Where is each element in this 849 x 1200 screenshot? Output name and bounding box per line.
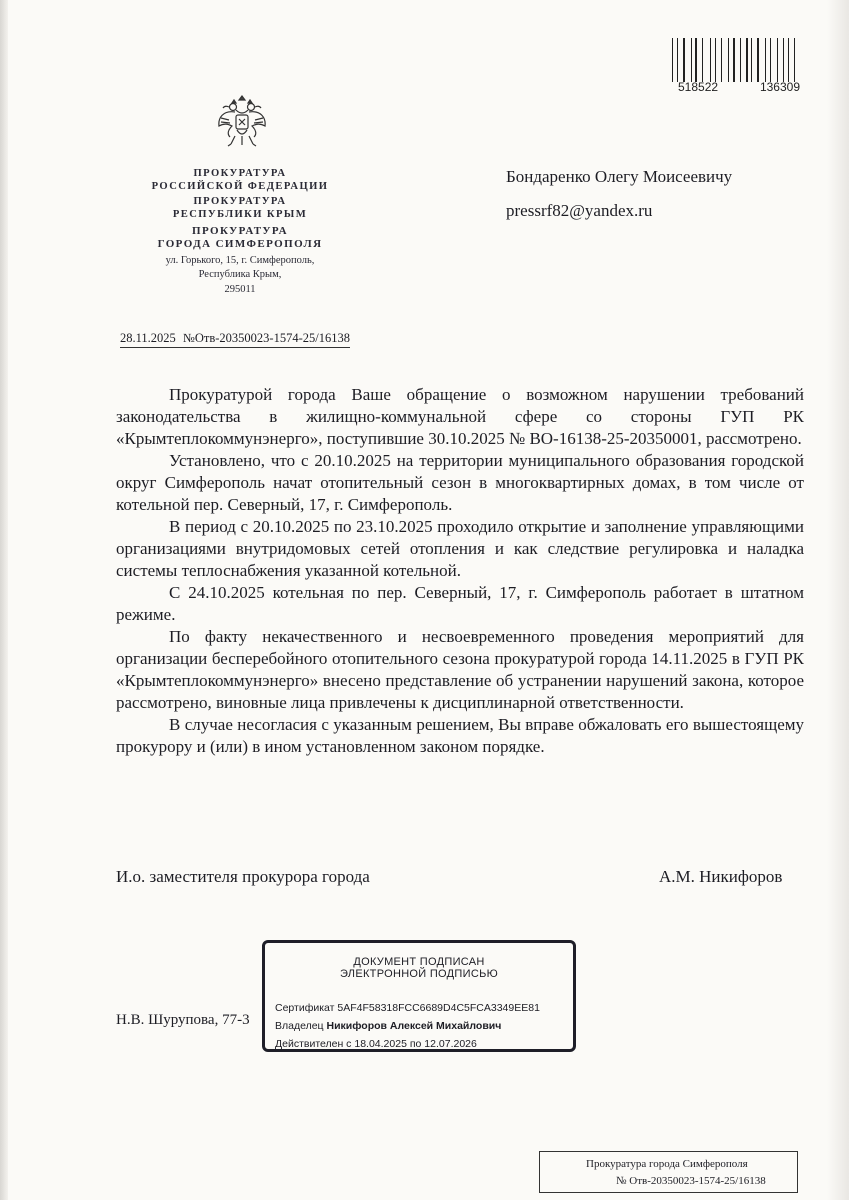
footer-registration-box [539,1151,798,1193]
signer-name: А.М. Никифоров [659,867,783,886]
barcode-bar [683,38,685,82]
org-line-3: ПРОКУРАТУРА [193,196,287,208]
barcode-bar [783,38,784,82]
barcode-bar [710,38,711,82]
barcode-bar [738,38,739,82]
stamp-valid-to-label: по [409,1038,422,1050]
barcode-bar [761,38,762,82]
stamp-owner-label: Владелец [275,1020,324,1032]
registration-number: №Отв-20350023-1574-25/16138 [182,331,350,345]
registration-date: 28.11.2025 [120,331,176,345]
barcode-bar [681,38,682,82]
stamp-cert-value: 5AF4F58318FCC6689D4C5FCA3349EE81 [337,1002,540,1014]
org-address-2: Республика Крым, [198,269,282,281]
barcode-bar [728,38,729,82]
stamp-cert-label: Сертификат [275,1002,335,1014]
body-paragraph-6: В случае несогласия с указанным решением, Вы вправе обжаловать его вышестоящему прокурору и (или) в ином установленном законом порядке. [116,715,804,756]
issuer-header [140,168,340,297]
stamp-certificate-row [275,999,540,1017]
barcode-bar [792,38,793,82]
org-postcode: 295011 [224,283,256,295]
stamp-validity-row [275,1035,540,1053]
barcode-bar [733,38,735,82]
barcode-left-number: 518522 [678,80,719,94]
org-line-5: ПРОКУРАТУРА [192,224,288,237]
barcode-bar [751,38,752,82]
body-paragraph-1: Прокуратурой города Ваше обращение о возможном нарушении требований законодательства в жилищно-коммунальной сфере со стороны ГУП РК «Крымтеплокоммунэнерго», поступившие 30.10.2025 № ВО-16138-25-20350001, рассмотрено. [116,385,804,448]
barcode-bar [693,38,694,82]
body-paragraph-2: Установлено, что с 20.10.2025 на территории муниципального образования городской округ Симферополь начат отопительный сезон в многоквартирных домах, в том числе от котельной пер. Северный, 17, г. Симферополь. [116,451,804,514]
barcode-bar [779,38,780,82]
barcode-bar [715,38,716,82]
body-paragraph-5: По факту некачественного и несвоевременного проведения мероприятий для организации бесперебойного отопительного сезона прокуратурой города 14.11.2025 в ГУП РК «Крымтеплокоммунэнерго» внесено представление об устранении нарушений закона, которое рассмотрено, виновные лица привлечены к дисциплинарной ответственности. [116,627,804,712]
stamp-owner-row [275,1017,540,1035]
double-headed-eagle-emblem-icon [215,90,269,150]
org-line-4: РЕСПУБЛИКИ КРЫМ [172,209,308,221]
barcode-bar [677,38,678,82]
barcode-bar [797,38,799,82]
barcode-bar [674,38,675,82]
org-line-1: ПРОКУРАТУРА [193,168,287,179]
barcode-bar [721,38,722,82]
barcode-bar [777,38,778,82]
executor-contact: Н.В. Шурупова, 77-3 [116,1012,250,1028]
barcode-bar [719,38,720,82]
stamp-valid-to: 12.07.2026 [424,1038,477,1050]
barcode-bar [774,38,775,82]
barcode [672,38,802,82]
barcode-bar [749,38,750,82]
barcode-bar [746,38,747,82]
recipient-name: Бондаренко Олегу Моисеевичу [506,167,733,186]
barcode-bar [785,38,786,82]
electronic-signature-stamp [262,940,576,1052]
barcode-bar [712,38,713,82]
barcode-bar [723,38,724,82]
barcode-bar [755,38,756,82]
barcode-bar [757,38,758,82]
footer-number: № Отв-20350023-1574-25/16138 [616,1175,766,1187]
barcode-bar [770,38,771,82]
stamp-valid-from: 18.04.2025 [354,1038,407,1050]
recipient-block [506,167,732,235]
barcode-bar [730,38,731,82]
barcode-bar [794,38,795,82]
org-line-6: ГОРОДА СИМФЕРОПОЛЯ [157,238,323,250]
barcode-numbers [678,80,800,94]
barcode-bar [788,38,789,82]
org-line-2: РОССИЙСКОЙ ФЕДЕРАЦИИ [151,180,329,192]
letter-body [116,384,804,758]
barcode-bar [705,38,707,82]
barcode-bar [687,38,688,82]
signer-position: И.о. заместителя прокурора города [116,867,370,886]
page-right-shadow [827,0,849,1200]
registration-line [120,331,350,348]
body-paragraph-3: В период с 20.10.2025 по 23.10.2025 проходило открытие и заполнение управляющими организациями внутридомовых сетей отопления и как следствие регулировка и наладка системы теплоснабжения указанной котельной. [116,517,804,580]
barcode-bar [695,38,696,82]
barcode-bar [740,38,741,82]
barcode-bar [742,38,743,82]
stamp-title-2: ЭЛЕКТРОННОЙ ПОДПИСЬЮ [339,968,499,980]
barcode-bar [766,38,768,82]
org-address-1: ул. Горького, 15, г. Симферополь, [165,255,315,267]
barcode-bar [672,38,673,82]
page-edge-shadow [0,0,8,1200]
barcode-bar [765,38,766,82]
barcode-bar [700,38,701,82]
barcode-bar [702,38,703,82]
recipient-email: pressrf82@yandex.ru [506,201,653,220]
stamp-title-1: ДОКУМЕНТ ПОДПИСАН [353,956,485,968]
barcode-bar [691,38,692,82]
stamp-valid-label: Действителен с [275,1038,352,1050]
footer-org: Прокуратура города Симферополя [586,1158,748,1170]
barcode-right-number: 136309 [759,80,800,94]
body-paragraph-4: С 24.10.2025 котельная по пер. Северный, 17, г. Симферополь работает в штатном режиме. [116,583,804,624]
stamp-owner-value: Никифоров Алексей Михайлович [326,1020,502,1032]
